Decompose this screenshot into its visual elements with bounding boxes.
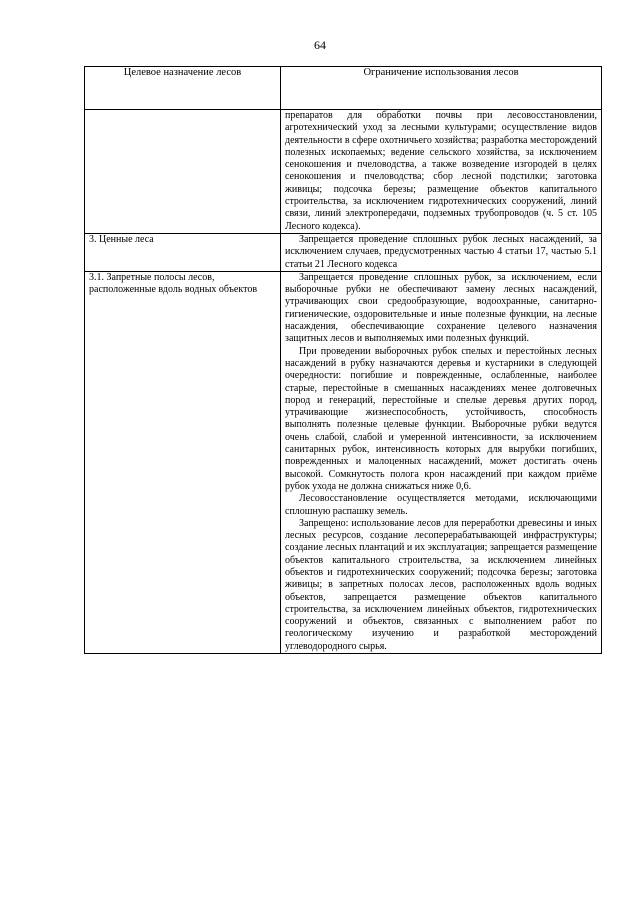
restriction-paragraph: Лесовосстановление осуществляется методами, исключающими сплошную распашку земель. (285, 493, 597, 517)
table-row (85, 271, 602, 653)
page-number: 64 (314, 38, 326, 52)
purpose-cell: 3. Ценные леса (85, 233, 281, 271)
restriction-paragraph: Запрещается проведение сплошных рубок, за исключением, если выборочные рубки не обеспечивают замену лесных насаждений, утрачивающих свои средообразующие, водоохранные, санитарно-гигиенические, оздоровительные и иные полезные функции, на лесные насаждения, обеспечивающие сохранение целевого назначения защитных лесов и выполняемых ими полезных функций. (285, 271, 597, 345)
restriction-paragraph: Запрещено: использование лесов для переработки древесины и иных лесных ресурсов, создание лесоперерабатывающей инфраструктуры; создание лесных плантаций и их эксплуатация; запрещается размещение объектов капитального строительства, за исключением линейных объектов и гидротехнических сооружений; подсочка березы; заготовка живицы; в запретных полосах лесов, расположенных вдоль водных объектов, запрещается размещение объектов капитального строительства, за исключением линейных объектов, гидротехнических сооружений и объектов, связанных с выполнением работ по геологическому изучению и разработкой месторождений углеводородного сырья. (285, 517, 597, 652)
forest-restrictions-table (84, 66, 602, 654)
restriction-cell (281, 271, 602, 653)
column-header-purpose: Целевое назначение лесов (85, 67, 281, 110)
column-header-restriction: Ограничение использования лесов (281, 67, 602, 110)
restriction-cell (281, 233, 602, 271)
restriction-paragraph: Запрещается проведение сплошных рубок лесных насаждений, за исключением случаев, предусмотренных частью 4 статьи 17, частью 5.1 статьи 21 Лесного кодекса (285, 233, 597, 270)
purpose-cell: 3.1. Запретные полосы лесов, расположенные вдоль водных объектов (85, 271, 281, 653)
table-header-row (85, 67, 602, 110)
table-row (85, 233, 602, 271)
purpose-cell (85, 110, 281, 234)
restriction-paragraph: препаратов для обработки почвы при лесовосстановлении, агротехнический уход за лесными культурами; осуществление видов деятельности в сфере охотничьего хозяйства; разработка месторождений полезных ископаемых; ведение сельского хозяйства, за исключением сенокошения и пчеловодства, а также возведение изгородей в целях сенокошения и пчеловодства; сбор лесной подстилки; заготовка живицы; подсочка березы; размещение объектов капитального строительства, за исключением гидротехнических сооружений, линий связи, линий электропередачи, подземных трубопроводов (ч. 5 ст. 105 Лесного кодекса). (285, 110, 597, 232)
table-row (85, 110, 602, 234)
restriction-cell (281, 110, 602, 234)
restriction-paragraph: При проведении выборочных рубок спелых и перестойных лесных насаждений в рубку назначаются деревья и кустарники в следующей очередности: погибшие и поврежденные, ослабленные, наиболее старые, перестойные в смешанных насаждениях менее долговечных пород и генераций, перестойные и спелые деревья других пород, утрачивающие жизнеспособность, устойчивость, способность выполнять полезные целевые функции. Выборочные рубки ведутся очень слабой, слабой и умеренной интенсивности, за исключением санитарных рубок, интенсивность которых для вырубки погибших, поврежденных и малоценных насаждений, может достигать очень высокой. Сомкнутость полога крон насаждений при каждом приёме рубок ухода не должна снижаться ниже 0,6. (285, 345, 597, 492)
